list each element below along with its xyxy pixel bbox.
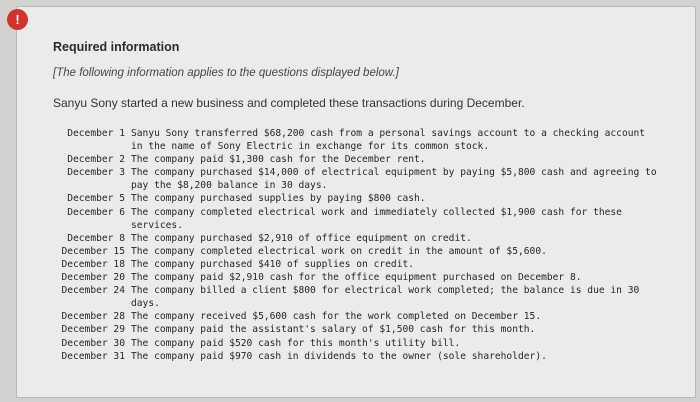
transaction-description: The company received $5,600 cash for the work completed on December 15.	[131, 311, 542, 323]
transaction-row	[57, 127, 662, 153]
transaction-description: The company purchased $14,000 of electrical equipment by paying $5,800 cash and agreeing to pay the $8,200 balance in 30 days.	[131, 167, 657, 192]
transaction-row	[57, 192, 662, 205]
transaction-date: December 8	[67, 232, 125, 244]
transaction-description: The company billed a client $800 for electrical work completed; the balance is due in 30 days.	[131, 285, 640, 310]
transaction-date: December 15	[61, 245, 125, 257]
transaction-list	[57, 127, 662, 363]
transaction-description: The company paid $1,300 cash for the December rent.	[131, 154, 426, 166]
transaction-description: The company purchased supplies by paying $800 cash.	[131, 193, 426, 205]
transaction-description: The company paid $520 cash for this month's utility bill.	[131, 337, 461, 349]
transaction-row	[57, 245, 662, 258]
transaction-row	[57, 337, 662, 350]
transaction-date: December 31	[61, 350, 125, 362]
transaction-row	[57, 153, 662, 166]
required-information-panel	[16, 6, 696, 398]
transaction-row	[57, 323, 662, 336]
transaction-description: The company paid the assistant's salary of $1,500 cash for this month.	[131, 324, 536, 336]
transaction-description: The company purchased $2,910 of office equipment on credit.	[131, 232, 472, 244]
transaction-date: December 2	[67, 154, 125, 166]
transaction-date: December 6	[67, 206, 125, 218]
transaction-row	[57, 284, 662, 310]
transaction-description: Sanyu Sony transferred $68,200 cash from a personal savings account to a checking account in the name of Sony Electric in exchange for its common stock.	[131, 128, 646, 153]
transaction-description: The company paid $2,910 cash for the office equipment purchased on December 8.	[131, 272, 582, 284]
transaction-date: December 3	[67, 167, 125, 179]
transaction-row	[57, 271, 662, 284]
transaction-row	[57, 166, 662, 192]
transaction-date: December 5	[67, 193, 125, 205]
transaction-date: December 1	[67, 128, 125, 139]
transaction-date: December 20	[61, 272, 125, 284]
transaction-date: December 28	[61, 311, 125, 323]
transaction-row	[57, 258, 662, 271]
transaction-date: December 24	[61, 285, 125, 297]
transaction-date: December 18	[61, 258, 125, 270]
intro-text: Sanyu Sony started a new business and completed these transactions during December.	[53, 96, 525, 110]
transaction-row	[57, 310, 662, 323]
transaction-row	[57, 206, 662, 232]
transaction-date: December 29	[61, 324, 125, 336]
transaction-description: The company completed electrical work and immediately collected $1,900 cash for these services.	[131, 206, 622, 231]
transaction-description: The company purchased $410 of supplies on credit.	[131, 258, 415, 270]
transaction-row	[57, 350, 662, 363]
transaction-row	[57, 232, 662, 245]
transaction-date: December 30	[61, 337, 125, 349]
transaction-description: The company paid $970 cash in dividends to the owner (sole shareholder).	[131, 350, 547, 362]
instruction-note: [The following information applies to the questions displayed below.]	[53, 67, 399, 79]
exclamation-icon: !	[7, 9, 28, 30]
panel-heading: Required information	[53, 40, 180, 54]
transaction-description: The company completed electrical work on credit in the amount of $5,600.	[131, 245, 547, 257]
